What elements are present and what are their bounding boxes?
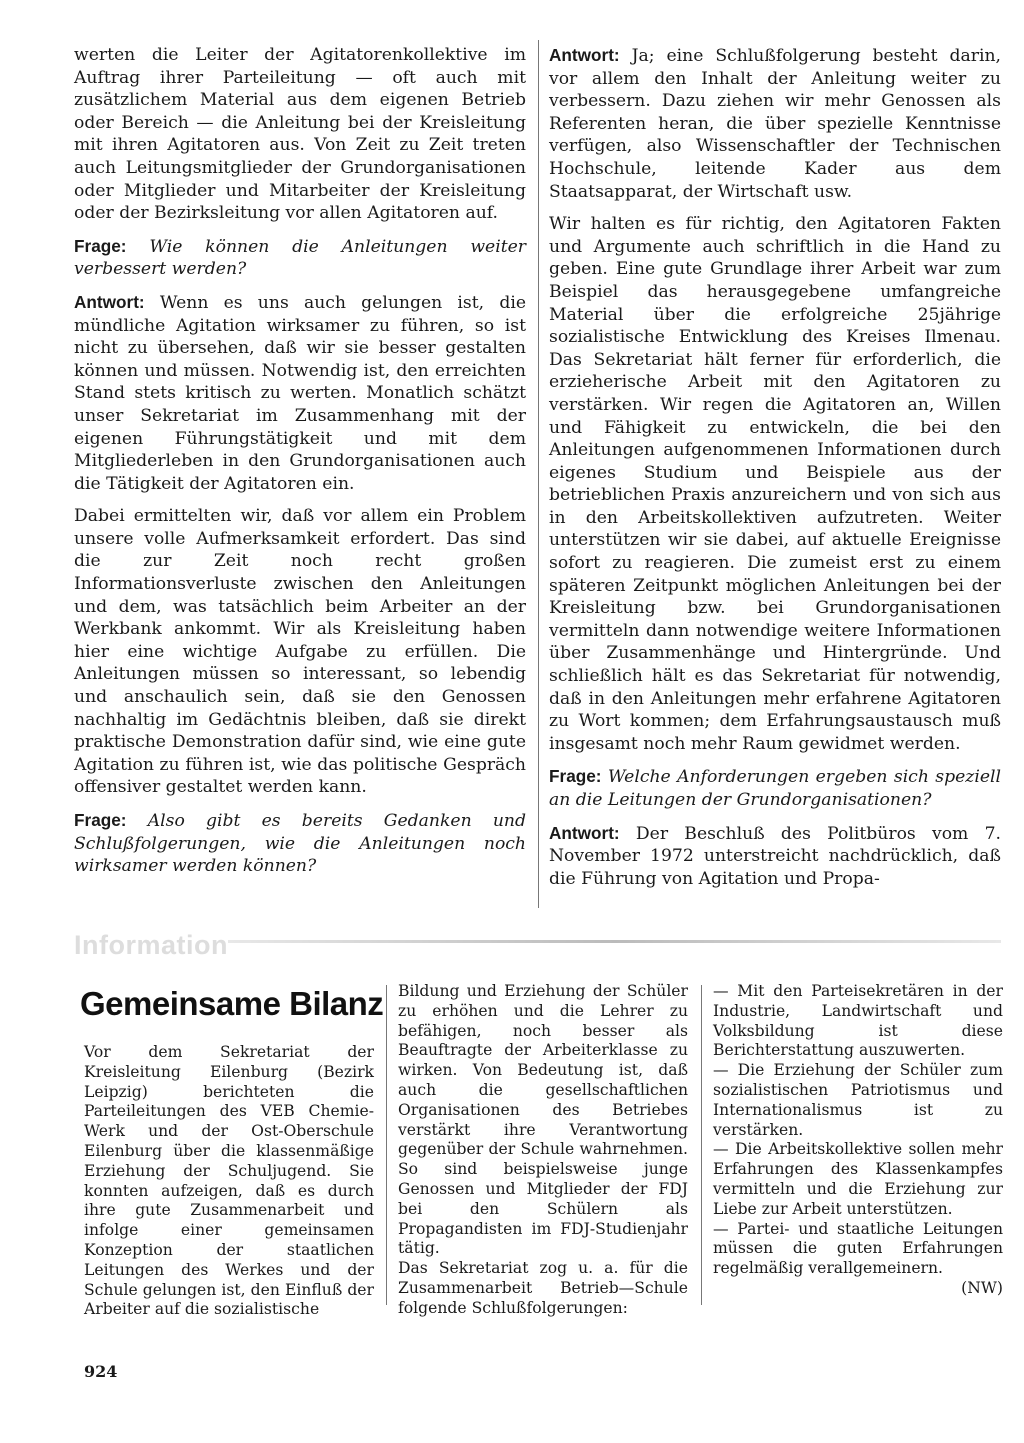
paragraph: Wir halten es für richtig, den Agitatoren Fakten und Argumente auch schriftlich in die Hand zu geben. Eine gute Grundlage ihrer Arbeit war zum Beispiel das herausgegebene umfangreiche Material über die erfolgreiche 25jährige sozialistische Entwicklung des Kreises Ilmenau. Das Sekretariat hält ferner für erforderlich, die erzieherische Arbeit mit den Agitatoren zu verstärken. Wir regen die Agitatoren an, Willen und Fähigkeit zu entwickeln, die bei den Anleitungen aufgenommenen Informationen durch eigenes Studium und Beispiele aus der betrieblichen Praxis anzureichern und von sich aus in den Arbeitskollektiven aufzutreten. Weiter unterstützen wir sie dabei, auf aktuelle Ereignisse sofort zu reagieren. Die zumeist erst zu einem späteren Zeitpunkt möglichen Anleitungen bei der Kreisleitung bzw. bei Grundorganisationen vermitteln dann notwendige weitere Informationen über Zusammenhänge und Hintergründe. Und schließlich hält es das Sekretariat für notwendig, daß in den Anleitungen mehr erfahrene Agitatoren zu Wort kommen; dem Erfahrungsaustausch muß insgesamt noch mehr Raum gewidmet werden. — [549, 214, 1001, 754]
box-column-1 — [84, 1043, 374, 1320]
question-label: Frage: — [549, 766, 602, 787]
paragraph: Bildung und Erziehung der Schüler zu erhöhen und die Lehrer zu befähigen, noch besser als Beauftragte der Arbeiterklasse zu wirken. Von Bedeutung ist, daß auch die gesellschaftlichen Organisationen des Betriebes verstärkt ihre Verantwortung gegenüber der Schule wahrnehmen. So sind beispielsweise junge Genossen und Mitglieder der FDJ bei den Schülern als Propagandisten im FDJ-Studienjahr tätig. — [398, 982, 688, 1258]
column-divider — [538, 40, 539, 908]
answer-text: Wenn es uns auch gelungen ist, die mündliche Agitation wirksamer zu führen, so ist nicht zu übersehen, daß wir sie besser gestalten können und müssen. Notwendig ist, den erreichten Stand stets kritisch zu werten. Monatlich schätzt unser Sekretariat im Zusammenhang mit der eigenen Führungstätigkeit und mit dem Mitgliederleben in den Grundorganisationen auch die Tätigkeit der Agitatoren ein. — [74, 292, 526, 494]
paragraph: Dabei ermittelten wir, daß vor allem ein Problem unsere volle Aufmerksamkeit erfordert. Das sind die zur Zeit noch recht großen Informationsverluste zwischen den Anleitungen und dem, was tatsächlich beim Arbeiter an der Werkbank ankommt. Wir als Kreisleitung haben hier eine wichtige Aufgabe zu erfüllen. Die Anleitungen müssen so interessant, so lebendig und anschaulich sein, daß sie den Genossen nachhaltig im Gedächtnis bleiben, daß sie direkt praktische Demonstration dafür sind, wie eine gute Agitation zu führen ist, wie das politische Gespräch offensiver gestaltet werden kann. — [74, 506, 526, 798]
answer-label: Antwort: — [549, 822, 620, 843]
page-number: 924 — [84, 1362, 118, 1381]
question-paragraph — [74, 235, 526, 281]
signature: (NW) — [961, 1278, 1003, 1297]
box-column-3 — [713, 982, 1003, 1299]
list-item: — Die Arbeitskollektive sollen mehr Erfahrungen des Klassenkampfes vermitteln und die Erziehung zur Liebe zur Arbeit unterstützen. — [713, 1140, 1003, 1218]
answer-text: Der Beschluß des Politbüros vom 7. November 1972 unterstreicht nachdrücklich, daß die Führung von Agitation und Propa- — [549, 823, 1001, 889]
paragraph: Vor dem Sekretariat der Kreisleitung Eilenburg (Bezirk Leipzig) berichteten die Parteileitungen des VEB Chemie-Werk und der Ost-Oberschule Eilenburg über die klassenmäßige Erziehung der Schuljugend. Sie konnten aufzeigen, daß es durch ihre gute Zusammenarbeit und infolge einer gemeinsamen Konzeption der staatlichen Leitungen des Werkes und der Schule gelungen ist, den Einfluß der Arbeiter auf die sozialistische — [84, 1043, 374, 1319]
list-item: — Mit den Parteisekretären in der Industrie, Landwirtschaft und Volksbildung ist diese Berichterstattung auszuwerten. — [713, 982, 1003, 1060]
column-divider — [701, 985, 702, 1305]
answer-paragraph — [549, 44, 1001, 203]
section-label: Information — [74, 930, 228, 960]
question-label: Frage: — [74, 810, 127, 830]
question-text: Welche Anforderungen ergeben sich speziell an die Leitungen der Grundorganisationen? — [549, 767, 1001, 810]
box-headline: Gemeinsame Bilanz — [80, 985, 384, 1022]
article-column-right — [549, 44, 1001, 900]
column-divider — [386, 985, 387, 1305]
list-item: — Die Erziehung der Schüler zum sozialistischen Patriotismus und Internationalismus ist zu verstärken. — [713, 1061, 1003, 1139]
list-item: — Partei- und staatliche Leitungen müssen die guten Erfahrungen regelmäßig verallgemeinern. — [713, 1219, 1003, 1278]
question-paragraph — [74, 809, 526, 878]
answer-text: Ja; eine Schlußfolgerung besteht darin, vor allem den Inhalt der Anleitung weiter zu verbessern. Dazu ziehen wir mehr Genossen als Referenten heran, die über spezielle Kenntnisse verfügen, also Wissenschaftler der Technischen Hochschule, leitende Kader aus dem Staatsapparat, der Wirtschaft usw. — [549, 46, 1001, 202]
box-column-2 — [398, 982, 688, 1319]
answer-label: Antwort: — [74, 291, 145, 312]
section-rule — [228, 940, 1001, 943]
article-column-left — [74, 44, 526, 888]
paragraph: werten die Leiter der Agitatorenkollektive im Auftrag ihrer Parteileitung — oft auch mit zusätzlichem Material aus dem eigenen Betrieb oder Bereich — die Anleitung bei der Kreisleitung mit ihren Agitatoren aus. Von Zeit zu Zeit treten auch Leitungsmitglieder der Grundorganisationen oder Mitglieder und Mitarbeiter der Kreisleitung oder der Bezirksleitung vor allen Agitatoren auf. — [74, 45, 526, 224]
answer-label: Antwort: — [549, 45, 620, 65]
paragraph: Das Sekretariat zog u. a. für die Zusammenarbeit Betrieb—Schule folgende Schlußfolgerungen: — [398, 1259, 688, 1317]
question-text: Also gibt es bereits Gedanken und Schlußfolgerungen, wie die Anleitungen noch wirksamer werden können? — [74, 811, 526, 877]
answer-paragraph — [549, 822, 1001, 891]
answer-paragraph — [74, 291, 526, 495]
question-label: Frage: — [74, 235, 127, 256]
question-text: Wie können die Anleitungen weiter verbessert werden? — [74, 236, 527, 280]
question-paragraph — [549, 765, 1001, 811]
